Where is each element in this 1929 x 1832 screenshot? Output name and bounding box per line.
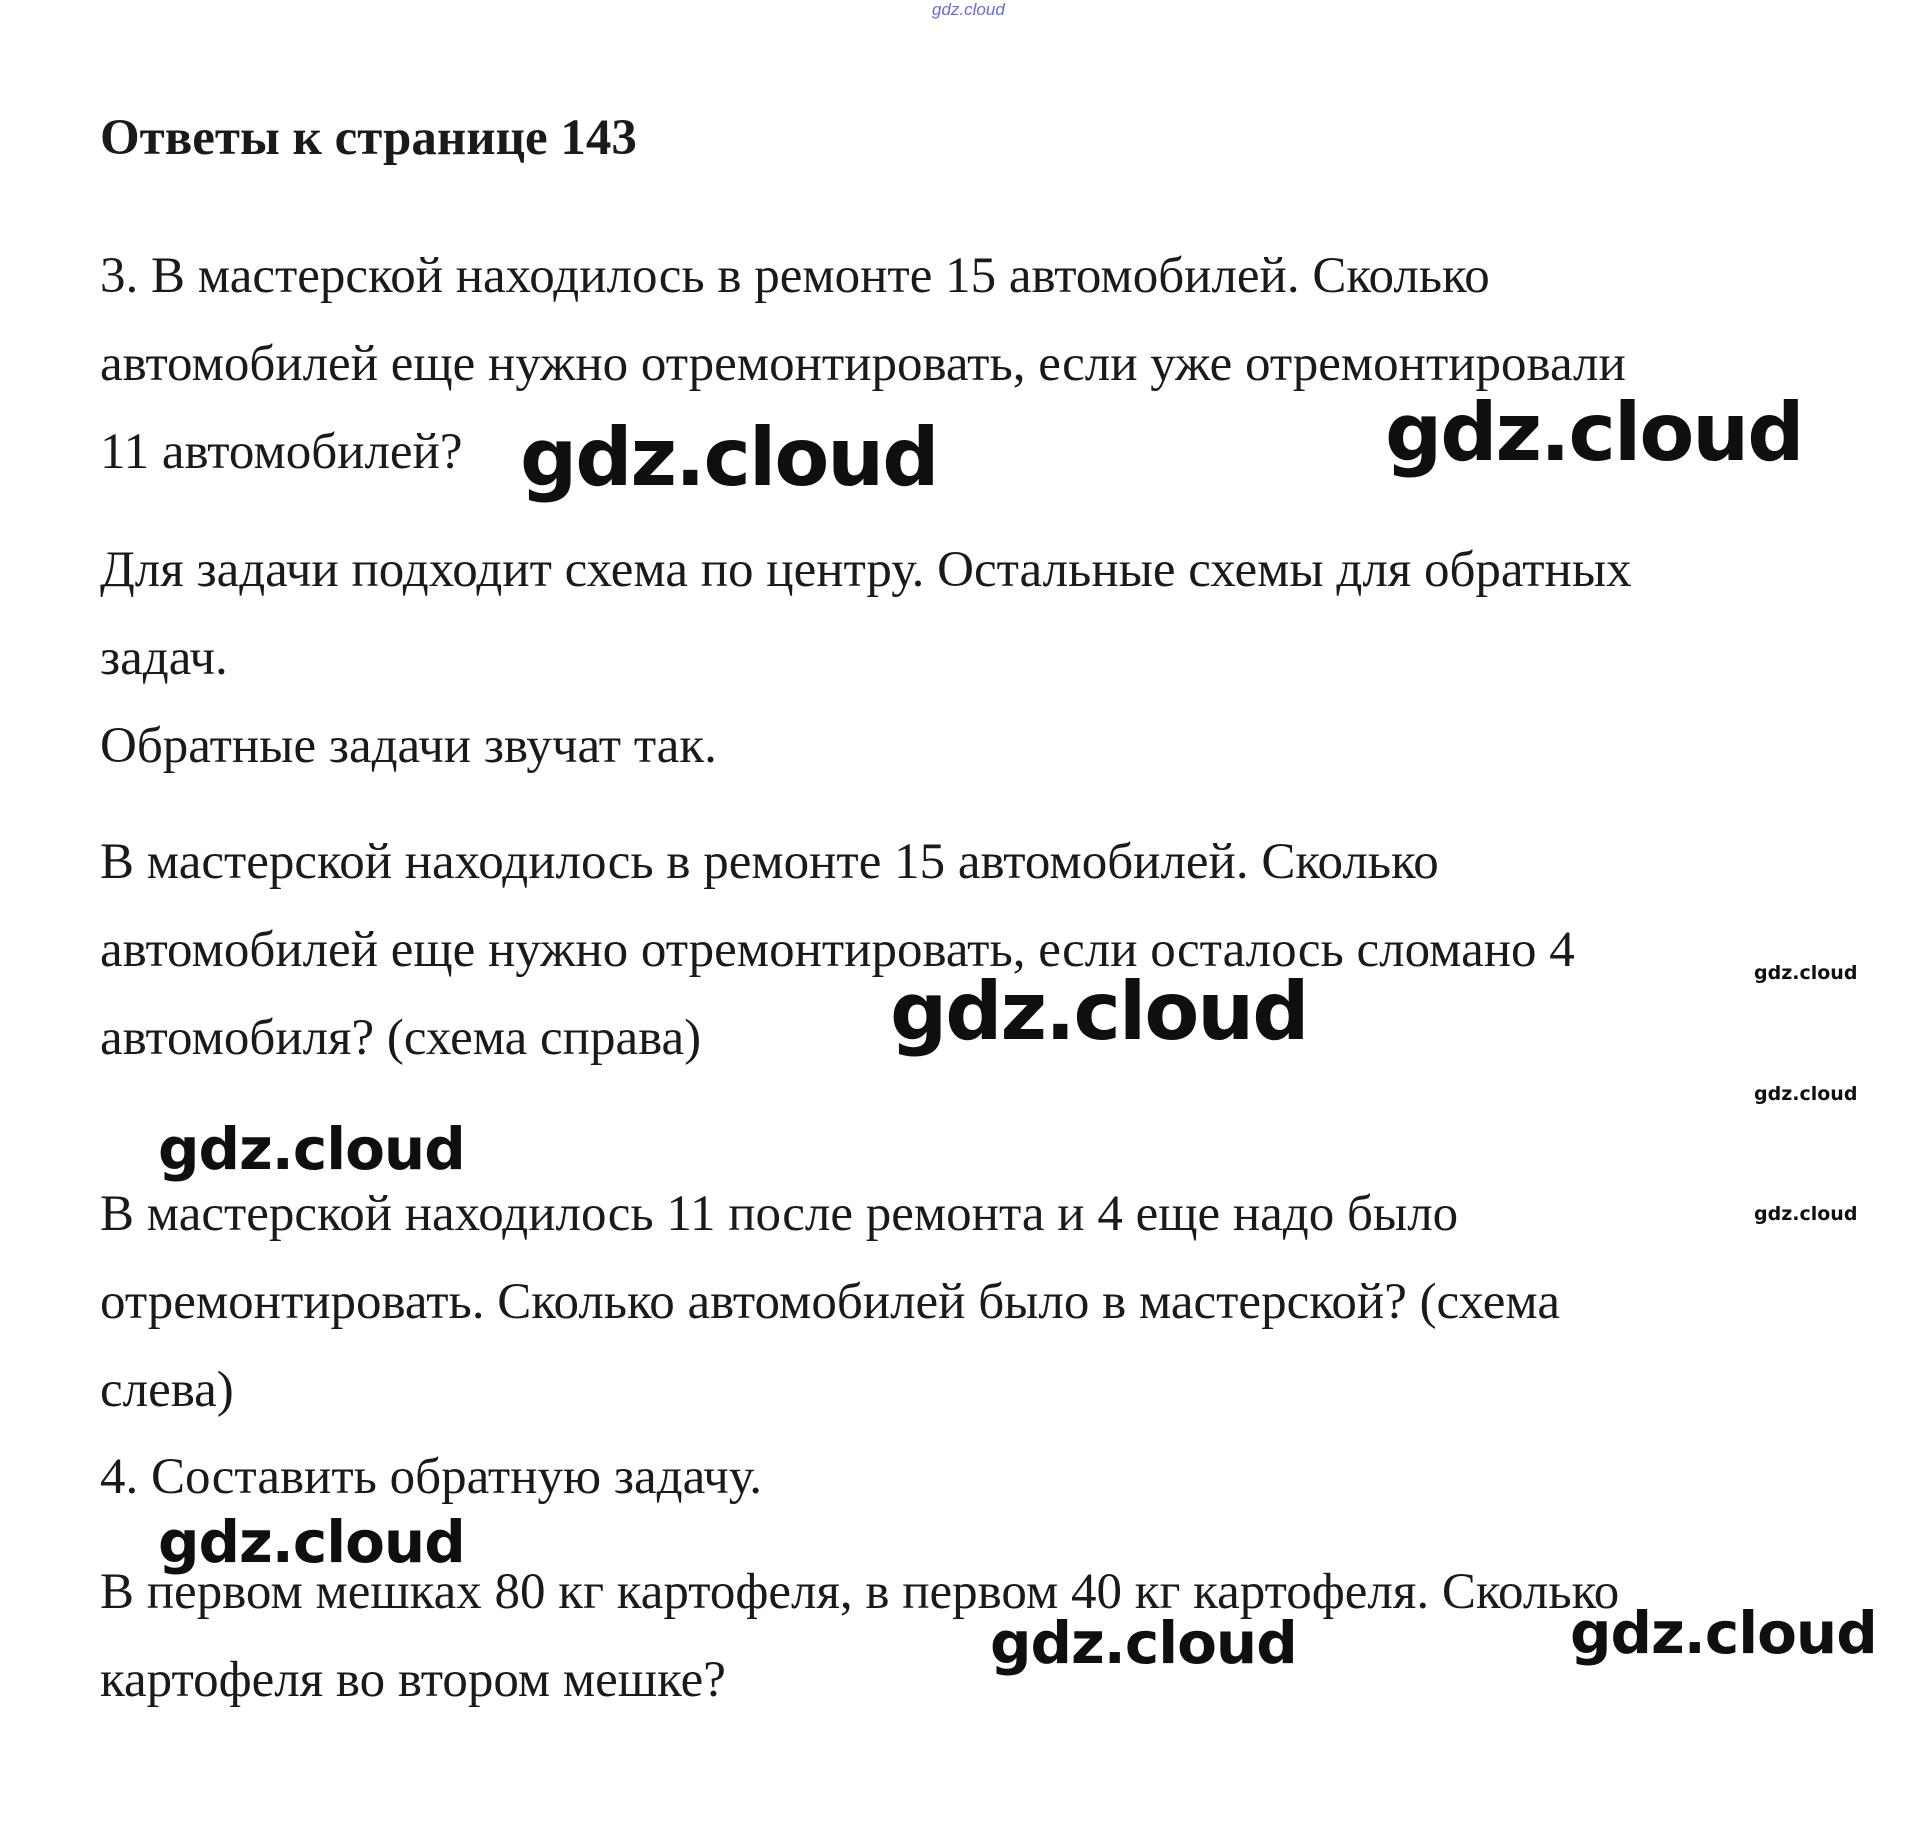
watermark: gdz.cloud (1570, 1599, 1877, 1667)
text-line: автомобилей еще нужно отремонтировать, если осталось сломано 4 (100, 922, 1575, 978)
text-line: В первом мешках 80 кг картофеля, в первом 40 кг картофеля. Сколько (100, 1564, 1620, 1620)
text-line: отремонтировать. Сколько автомобилей было в мастерской? (схема (100, 1274, 1560, 1330)
text-line: Для задачи подходит схема по центру. Остальные схемы для обратных (100, 542, 1632, 598)
text-line: картофеля во втором мешке? (100, 1652, 726, 1708)
watermark: gdz.cloud (1754, 1203, 1858, 1225)
watermark: gdz.cloud (890, 965, 1308, 1058)
watermark: gdz.cloud (158, 1115, 465, 1183)
watermark: gdz.cloud (1385, 386, 1803, 479)
text-line: В мастерской находилось в ремонте 15 автомобилей. Сколько (100, 834, 1439, 890)
page-title: Ответы к странице 143 (100, 110, 637, 166)
inverse-problem-2 (100, 1170, 1560, 1434)
text-line: слева) (100, 1362, 234, 1418)
watermark: gdz.cloud (1754, 1083, 1858, 1105)
text-line: 11 автомобилей? (100, 424, 463, 480)
text-line: задач. (100, 630, 228, 686)
watermark: gdz.cloud (520, 411, 938, 504)
watermark: gdz.cloud (158, 1508, 465, 1576)
text-line: 3. В мастерской находилось в ремонте 15 автомобилей. Сколько (100, 248, 1490, 304)
watermark: gdz.cloud (1754, 962, 1858, 984)
text-line: автомобилей еще нужно отремонтировать, если уже отремонтировали (100, 336, 1626, 392)
text-line: Обратные задачи звучат так. (100, 718, 717, 774)
watermark: gdz.cloud (990, 1609, 1297, 1677)
text-line: В мастерской находилось 11 после ремонта и 4 еще надо было (100, 1186, 1459, 1242)
text-line: 4. Составить обратную задачу. (100, 1449, 762, 1505)
inverse-problem-1 (100, 818, 1575, 1082)
text-line: автомобиля? (схема справа) (100, 1010, 702, 1066)
answer-text (100, 526, 1632, 790)
top-watermark: gdz.cloud (932, 0, 1005, 19)
